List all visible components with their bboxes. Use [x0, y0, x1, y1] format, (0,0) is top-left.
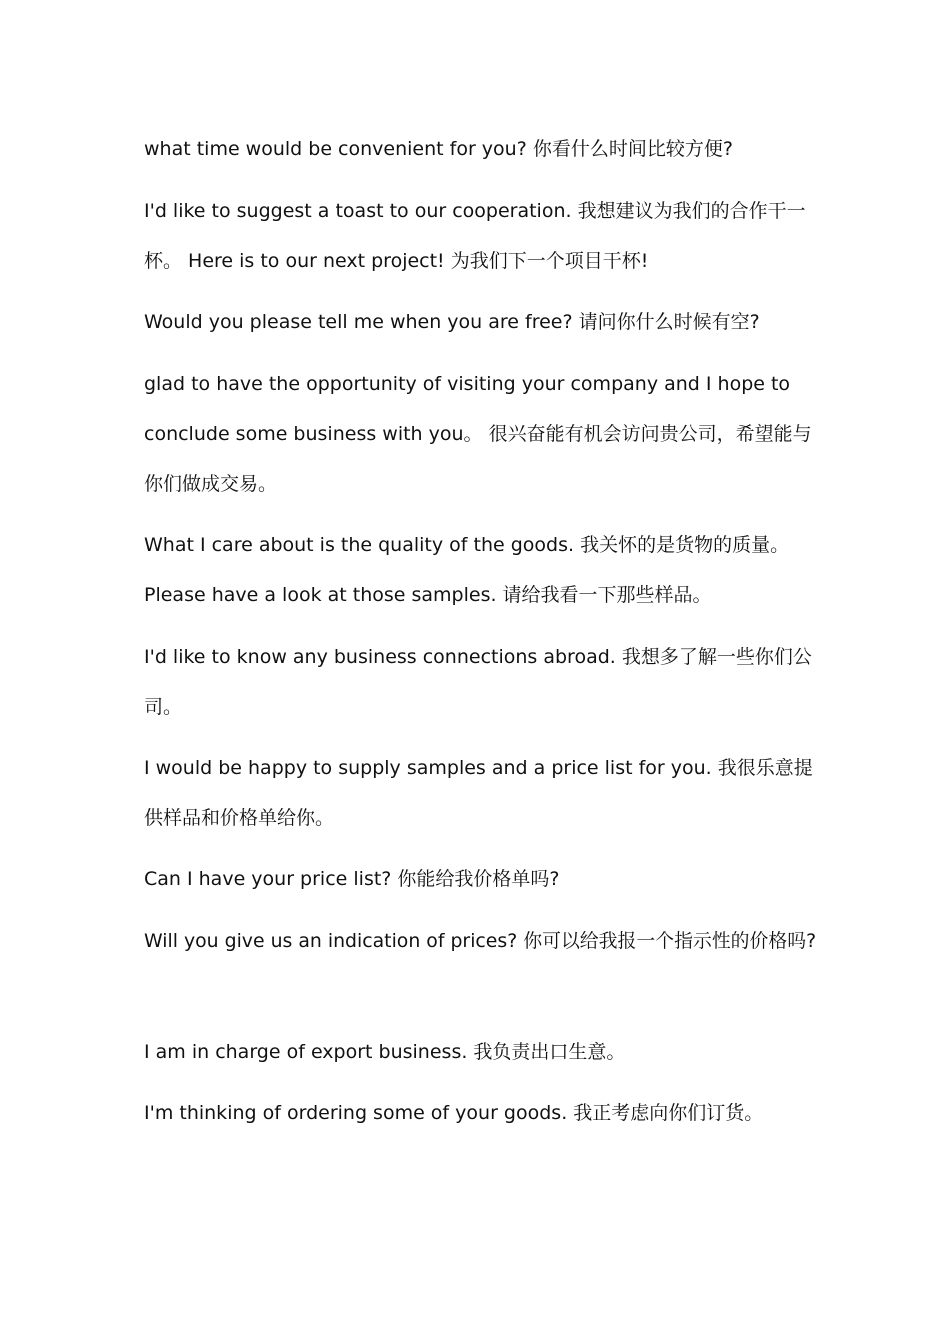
text-line: I'd like to suggest a toast to our cooperation. 我想建议为我们的合作干一 [144, 200, 806, 222]
text-line: I'm thinking of ordering some of your goods. 我正考虑向你们订货。 [144, 1102, 764, 1124]
text-line: 供样品和价格单给你。 [144, 807, 335, 829]
text-line: Please have a look at those samples. 请给我看一下那些样品。 [144, 584, 712, 606]
text-line: Will you give us an indication of prices? 你可以给我报一个指示性的价格吗? [144, 930, 817, 952]
text-line: glad to have the opportunity of visiting your company and I hope to [144, 373, 791, 395]
text-line: Would you please tell me when you are free? 请问你什么时候有空? [144, 311, 760, 333]
text-line: I'd like to know any business connections abroad. 我想多了解一些你们公 [144, 646, 812, 668]
text-line: 司。 [144, 696, 183, 718]
text-line: Can I have your price list? 你能给我价格单吗? [144, 868, 560, 890]
text-line: I would be happy to supply samples and a price list for you. 我很乐意提 [144, 757, 813, 779]
text-line: what time would be convenient for you? 你看什么时间比较方便? [144, 138, 733, 160]
text-line: conclude some business with you。 很兴奋能有机会访问贵公司，希望能与 [144, 423, 812, 445]
text-line: What I care about is the quality of the goods. 我关怀的是货物的质量。 [144, 534, 790, 556]
text-line: 杯。 Here is to our next project! 为我们下一个项目干杯! [144, 250, 649, 272]
text-line: I am in charge of export business. 我负责出口生意。 [144, 1041, 626, 1063]
text-line: 你们做成交易。 [144, 473, 278, 495]
